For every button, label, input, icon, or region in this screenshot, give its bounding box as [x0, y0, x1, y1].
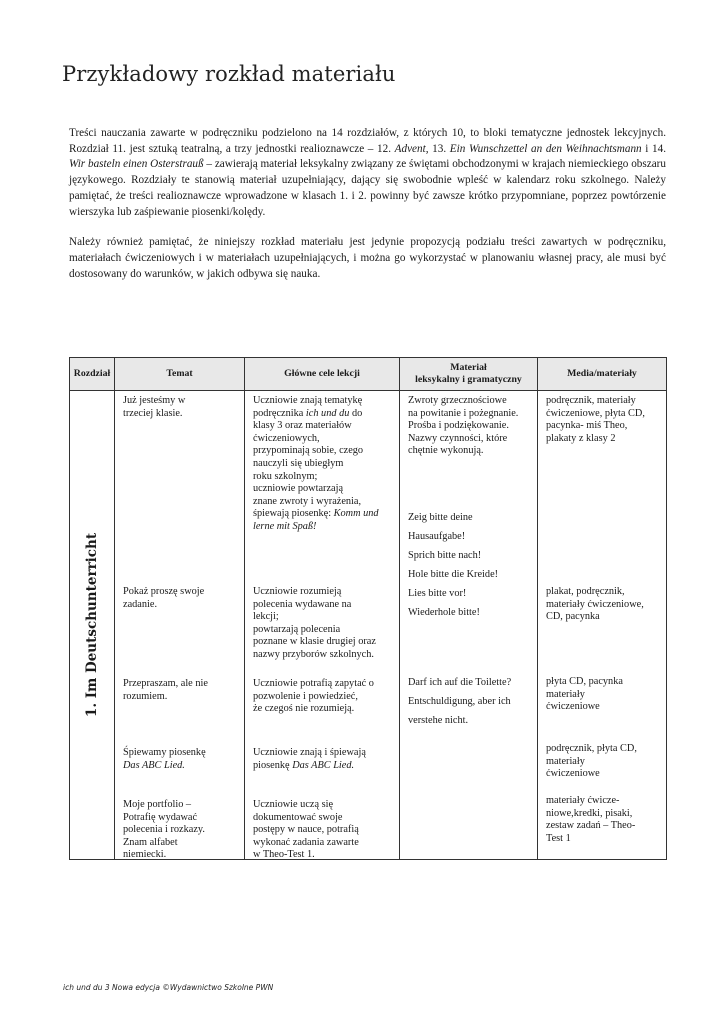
header-temat: Temat: [115, 358, 245, 391]
header-rozdzial: Rozdział: [70, 358, 115, 391]
chapter-title: 1. Im Deutschunterricht: [84, 532, 100, 718]
temat-cell: [115, 391, 245, 860]
header-media: Media/materiały: [538, 358, 667, 391]
goal-5: Uczniowie uczą się dokumentować swoje postępy w nauce, potrafią wykonać zadania zawarte w Theo-Test 1.: [253, 799, 359, 861]
goal-1: Uczniowie znają tematykę podręcznika ich und du do klasy 3 oraz materiałów ćwiczeniowych, przypominają sobie, czego nauczyli się ubiegłym roku szkolnym; uczniowie powtarzają znane zwroty i wyrażenia, śpiewają piosenkę: Komm und lerne mit Spaß!: [253, 395, 379, 532]
vocabulary-2: Zeig bitte deine Hausaufgabe! Sprich bitte nach! Hole bitte die Kreide! Lies bitte vor! Wiederhole bitte!: [408, 512, 499, 618]
header-material: Materiał leksykalny i gramatyczny: [400, 358, 538, 391]
table-row: [70, 391, 667, 860]
media-3: płyta CD, pacynka materiały ćwiczeniowe: [546, 676, 623, 713]
syllabus-table: [69, 357, 667, 860]
media-5: materiały ćwicze- niowe,kredki, pisaki, zestaw zadań – Theo- Test 1: [546, 795, 636, 844]
media-2: plakat, podręcznik, materiały ćwiczeniowe, CD, pacynka: [546, 586, 644, 623]
goal-2: Uczniowie rozumieją polecenia wydawane na lekcji; powtarzają polecenia poznane w klasie drugiej oraz nazwy przyborów szkolnych.: [253, 586, 376, 660]
vocabulary-3: Darf ich auf die Toilette? Entschuldigung, aber ich verstehe nicht.: [408, 677, 512, 726]
goal-4: Uczniowie znają i śpiewają piosenkę Das ABC Lied.: [253, 747, 366, 771]
topic-5: Moje portfolio – Potrafię wydawać polecenia i rozkazy. Znam alfabet niemiecki.: [123, 799, 205, 861]
intro-paragraph-1: Treści nauczania zawarte w podręczniku podzielono na 14 rozdziałów, z których 10, to bloki tematyczne jednostek lekcyjnych. Rozdział 11. jest sztuką teatralną, a trzy jednostki realioznawcze – 12. Advent, 13. Ein Wunschzettel an den Weihnachtsmann i 14. Wir basteln einen Osterstrauß – zawierają materiał leksykalny związany ze świętami obchodzonymi w krajach niemieckiego obszaru językowego. Rozdziały te stanowią materiał uzupełniający, dający się swobodnie wpleść w kalendarz roku szkolnego. Należy pamiętać, że treści realioznawcze wprowadzone w klasach 1. i 2. powinny być zawsze krótko przypomniane, poprzez powtórzenie wierszyka lub zaśpiewanie piosenki/kolędy.: [69, 127, 667, 218]
topic-1: Już jesteśmy w trzeciej klasie.: [123, 395, 186, 419]
media-4: podręcznik, płyta CD, materiały ćwiczeniowe: [546, 743, 637, 780]
media-cell: [538, 391, 667, 860]
topic-2: Pokaż proszę swoje zadanie.: [123, 586, 205, 610]
chapter-cell: [70, 391, 115, 860]
footer-copyright: ich und du 3 Nowa edycja ©Wydawnictwo Szkolne PWN: [63, 983, 274, 992]
table-header-row: [70, 358, 667, 391]
vocabulary-1: Zwroty grzecznościowe na powitanie i pożegnanie. Prośba i podziękowanie. Nazwy czynności, które chętnie wykonują.: [408, 395, 519, 457]
intro-text: [69, 126, 666, 297]
goal-3: Uczniowie potrafią zapytać o pozwolenie i powiedzieć, że czegoś nie rozumieją.: [253, 678, 374, 715]
intro-paragraph-2: Należy również pamiętać, że niniejszy rozkład materiału jest jedynie propozycją podziału treści zawartych w podręczniku, materiałach ćwiczeniowych i w materiałach uzupełniających, i można go wykorzystać w planowaniu własnej pracy, ale musi być dostosowany do warunków, w jakich odbywa się nauka.: [69, 236, 666, 280]
topic-4: Śpiewamy piosenkę Das ABC Lied.: [123, 747, 206, 771]
page-title: Przykładowy rozkład materiału: [62, 62, 396, 86]
media-1: podręcznik, materiały ćwiczeniowe, płyta CD, pacynka- miś Theo, plakaty z klasy 2: [546, 395, 645, 444]
cele-cell: [245, 391, 400, 860]
header-cele: Główne cele lekcji: [245, 358, 400, 391]
topic-3: Przepraszam, ale nie rozumiem.: [123, 678, 208, 702]
material-cell: [400, 391, 538, 860]
